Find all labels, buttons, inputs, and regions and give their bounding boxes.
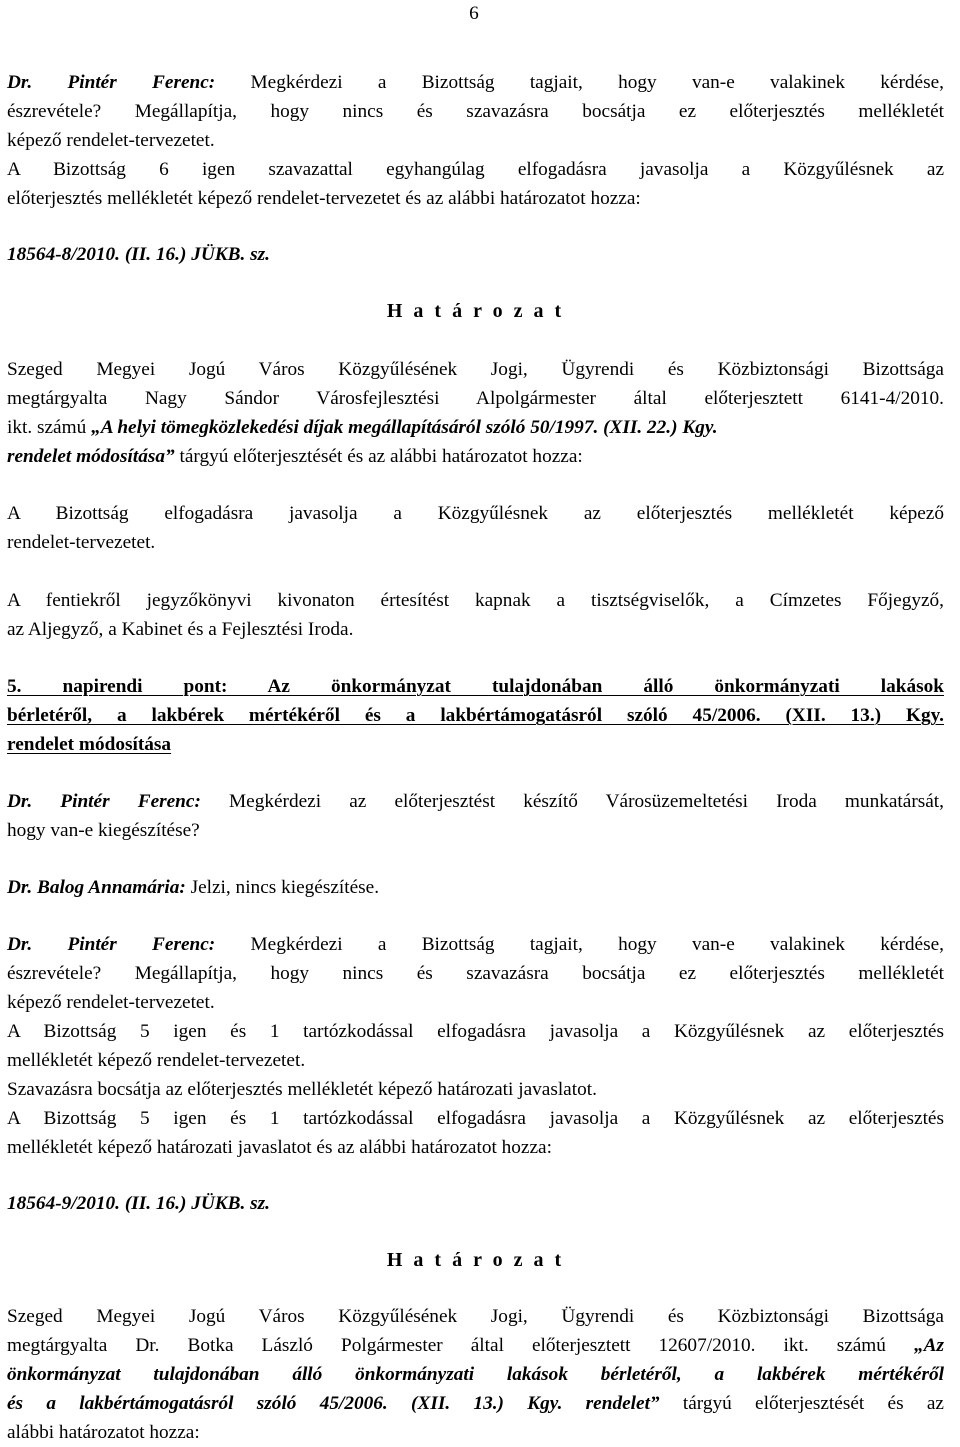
decree-title: „Az <box>913 1335 944 1356</box>
decree-title-end: rendelet módosítása” <box>7 446 175 467</box>
committee-recommendation-1 <box>7 499 944 557</box>
paragraph-line: ikt. számú „A helyi tömegközlekedési díjak megállapításáról szóló 50/1997. (XII. 22.) Kgy. <box>7 417 718 438</box>
paragraph-line: A Bizottság 5 igen és 1 tartózkodással elfogadásra javasolja a Közgyűlésnek az előterjesztés <box>7 1108 944 1129</box>
discussion-paragraph-4 <box>7 930 944 1162</box>
paragraph-line: megtárgyalta Nagy Sándor Városfejlesztési Alpolgármester által előterjesztett 6141-4/2010. <box>7 388 944 409</box>
paragraph-line: alábbi határozatot hozza: <box>7 1422 200 1443</box>
paragraph-line: észrevétele? Megállapítja, hogy nincs és szavazásra bocsátja ez előterjesztés mellékletét <box>7 101 944 122</box>
paragraph-line: mellékletét képező határozati javaslatot és az alábbi határozatot hozza: <box>7 1137 552 1158</box>
discussion-paragraph-1 <box>7 68 944 213</box>
paragraph-line: rendelet módosítása” tárgyú előterjesztését és az alábbi határozatot hozza: <box>7 446 583 467</box>
paragraph-line: és a lakbértámogatásról szóló 45/2006. (XII. 13.) Kgy. rendelet” tárgyú előterjesztését és az <box>7 1393 944 1414</box>
agenda-item-5 <box>7 672 944 759</box>
paragraph-line: A Bizottság elfogadásra javasolja a Közgyűlésnek az előterjesztés mellékletét képező <box>7 503 944 524</box>
paragraph-line: képező rendelet-tervezetet. <box>7 130 215 151</box>
paragraph-line: A Bizottság 5 igen és 1 tartózkodással elfogadásra javasolja a Közgyűlésnek az előterjesztés <box>7 1021 944 1042</box>
paragraph-line: megtárgyalta Dr. Botka László Polgármester által előterjesztett 12607/2010. ikt. számú „Az <box>7 1335 944 1356</box>
agenda-line: rendelet módosítása <box>7 734 172 755</box>
resolution-heading-1: H a t á r o z a t <box>386 300 565 322</box>
paragraph-line: rendelet-tervezetet. <box>7 532 156 553</box>
paragraph-line: Dr. Pintér Ferenc: Megkérdezi az előterjesztést készítő Városüzemeltetési Iroda munkatársát, <box>7 791 944 812</box>
resolution-reference-1: 18564-8/2010. (II. 16.) JÜKB. sz. <box>7 244 270 265</box>
paragraph-line: Szeged Megyei Jogú Város Közgyűlésének Jogi, Ügyrendi és Közbiztonsági Bizottsága <box>7 1306 944 1327</box>
paragraph-line: mellékletét képező rendelet-tervezetet. <box>7 1050 306 1071</box>
paragraph-line: önkormányzat tulajdonában álló önkormányzati lakások bérletéről, a lakbérek mértékéről <box>7 1364 944 1385</box>
speaker-name: Dr. Pintér Ferenc: <box>7 791 201 812</box>
page-number: 6 <box>469 3 479 24</box>
paragraph-line: A Bizottság 6 igen szavazattal egyhangúlag elfogadásra javasolja a Közgyűlésnek az <box>7 159 944 180</box>
discussion-paragraph-3 <box>7 873 944 902</box>
paragraph-line: előterjesztés mellékletét képező rendelet-tervezetet és az alábbi határozatot hozza: <box>7 188 641 209</box>
notification-paragraph <box>7 586 944 644</box>
agenda-line: 5. napirendi pont: Az önkormányzat tulajdonában álló önkormányzati lakások <box>7 676 944 697</box>
discussion-paragraph-2 <box>7 787 944 845</box>
paragraph-line: Dr. Balog Annamária: Jelzi, nincs kiegészítése. <box>7 877 380 898</box>
paragraph-line: Szavazásra bocsátja az előterjesztés mellékletét képező határozati javaslatot. <box>7 1079 597 1100</box>
paragraph-line: A fentiekről jegyzőkönyvi kivonaton értesítést kapnak a tisztségviselők, a Címzetes Főjegyző, <box>7 590 944 611</box>
paragraph-line: Dr. Pintér Ferenc: Megkérdezi a Bizottság tagjait, hogy van-e valakinek kérdése, <box>7 72 944 93</box>
speaker-name: Dr. Pintér Ferenc: <box>7 934 216 955</box>
paragraph-line: Szeged Megyei Jogú Város Közgyűlésének Jogi, Ügyrendi és Közbiztonsági Bizottsága <box>7 359 944 380</box>
speaker-name: Dr. Pintér Ferenc: <box>7 72 216 93</box>
speaker-name: Dr. Balog Annamária: <box>7 877 186 898</box>
resolution-heading-2: H a t á r o z a t <box>386 1249 565 1271</box>
resolution-body-2 <box>7 1302 944 1447</box>
paragraph-line: észrevétele? Megállapítja, hogy nincs és szavazásra bocsátja ez előterjesztés mellékletét <box>7 963 944 984</box>
paragraph-line: képező rendelet-tervezetet. <box>7 992 215 1013</box>
paragraph-line: hogy van-e kiegészítése? <box>7 820 200 841</box>
decree-title-end: és a lakbértámogatásról szóló 45/2006. (XII. 13.) Kgy. rendelet” <box>7 1393 660 1414</box>
resolution-body-1 <box>7 355 944 471</box>
resolution-reference-2: 18564-9/2010. (II. 16.) JÜKB. sz. <box>7 1193 270 1214</box>
agenda-line: bérletéről, a lakbérek mértékéről és a lakbértámogatásról szóló 45/2006. (XII. 13.) Kgy. <box>7 705 944 726</box>
decree-title: „A helyi tömegközlekedési díjak megállapításáról szóló 50/1997. (XII. 22.) Kgy. <box>91 417 718 438</box>
paragraph-line: Dr. Pintér Ferenc: Megkérdezi a Bizottság tagjait, hogy van-e valakinek kérdése, <box>7 934 944 955</box>
paragraph-line: az Aljegyző, a Kabinet és a Fejlesztési Iroda. <box>7 619 354 640</box>
